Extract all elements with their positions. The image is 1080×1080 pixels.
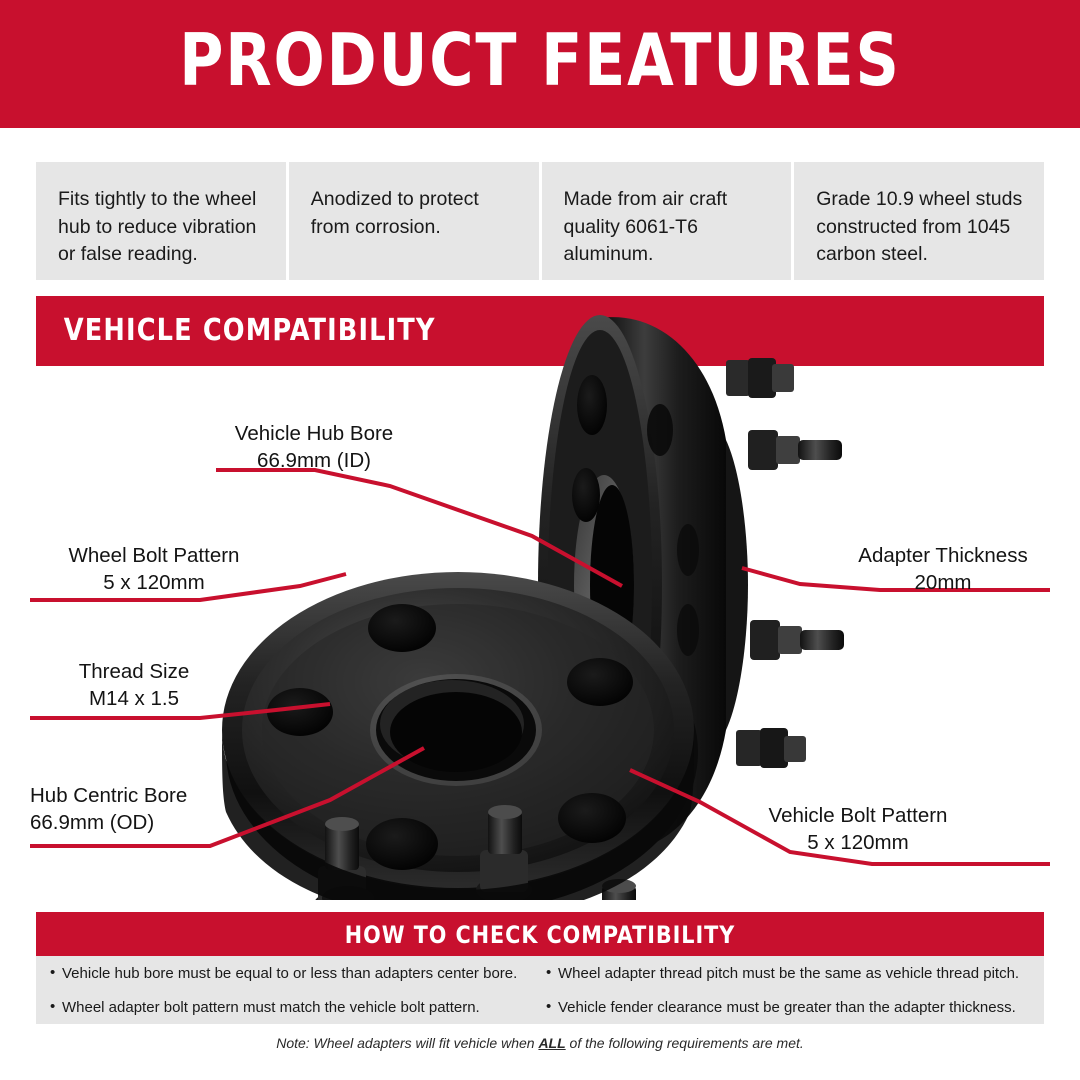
- stud-standing-bottom: [736, 728, 806, 768]
- note-emphasis: ALL: [538, 1035, 566, 1051]
- requirement-item: • Wheel adapter bolt pattern must match the vehicle bolt pattern.: [44, 999, 540, 1016]
- callout-wheel-bolt-pattern: [26, 542, 282, 596]
- page-title: PRODUCT FEATURES: [179, 18, 901, 102]
- callout-hub-centric-bore-line1: Hub Centric Bore: [30, 784, 188, 807]
- requirement-item: • Vehicle fender clearance must be greater than the adapter thickness.: [540, 999, 1036, 1016]
- compatibility-note: [0, 1035, 1080, 1051]
- callout-vehicle-bolt-pattern-line2: 5 x 120mm: [807, 831, 909, 855]
- callout-wheel-bolt-pattern-line1: Wheel Bolt Pattern: [68, 544, 240, 567]
- callout-adapter-thickness-line1: Adapter Thickness: [858, 544, 1028, 567]
- feature-item-2: Anodized to protect from corrosion.: [289, 162, 542, 280]
- callout-vehicle-bolt-pattern-line1: Vehicle Bolt Pattern: [768, 804, 948, 827]
- stud-standing-top: [726, 358, 794, 398]
- product-features-strip: [36, 162, 1044, 280]
- callout-thread-size-line2: M14 x 1.5: [88, 687, 180, 711]
- stud-standing-lower: [750, 620, 844, 660]
- callout-adapter-thickness: [830, 542, 1056, 596]
- callout-thread-size: [26, 658, 242, 712]
- callout-vehicle-bolt-pattern: [740, 802, 976, 856]
- feature-item-1: Fits tightly to the wheel hub to reduce vibration or false reading.: [36, 162, 289, 280]
- note-prefix: Note: Wheel adapters will fit vehicle when: [276, 1035, 539, 1051]
- stud-standing-upper: [748, 430, 842, 470]
- callout-hub-centric-bore-line2: 66.9mm (OD): [30, 811, 155, 835]
- callout-hub-centric-bore: [30, 782, 298, 836]
- requirement-item: • Wheel adapter thread pitch must be the same as vehicle thread pitch.: [540, 965, 1036, 982]
- front-adapter: [222, 572, 698, 900]
- requirement-item: • Vehicle hub bore must be equal to or less than adapters center bore.: [44, 965, 540, 982]
- requirements-box: [36, 956, 1044, 1024]
- how-to-check-label: HOW TO CHECK COMPATIBILITY: [344, 921, 736, 949]
- feature-item-4: Grade 10.9 wheel studs constructed from 1045 carbon steel.: [816, 188, 1023, 266]
- vehicle-compatibility-label: VEHICLE COMPATIBILITY: [63, 313, 436, 348]
- callout-thread-size-line1: Thread Size: [78, 660, 190, 683]
- callout-vehicle-hub-bore-line2: 66.9mm (ID): [257, 449, 371, 473]
- callout-wheel-bolt-pattern-line2: 5 x 120mm: [103, 571, 205, 595]
- feature-item-3: Made from air craft quality 6061-T6 aluminum.: [542, 162, 795, 280]
- note-suffix: of the following requirements are met.: [565, 1035, 804, 1051]
- callout-adapter-thickness-line2: 20mm: [914, 571, 972, 595]
- callout-vehicle-hub-bore: [198, 420, 430, 474]
- callout-vehicle-hub-bore-line1: Vehicle Hub Bore: [234, 422, 394, 445]
